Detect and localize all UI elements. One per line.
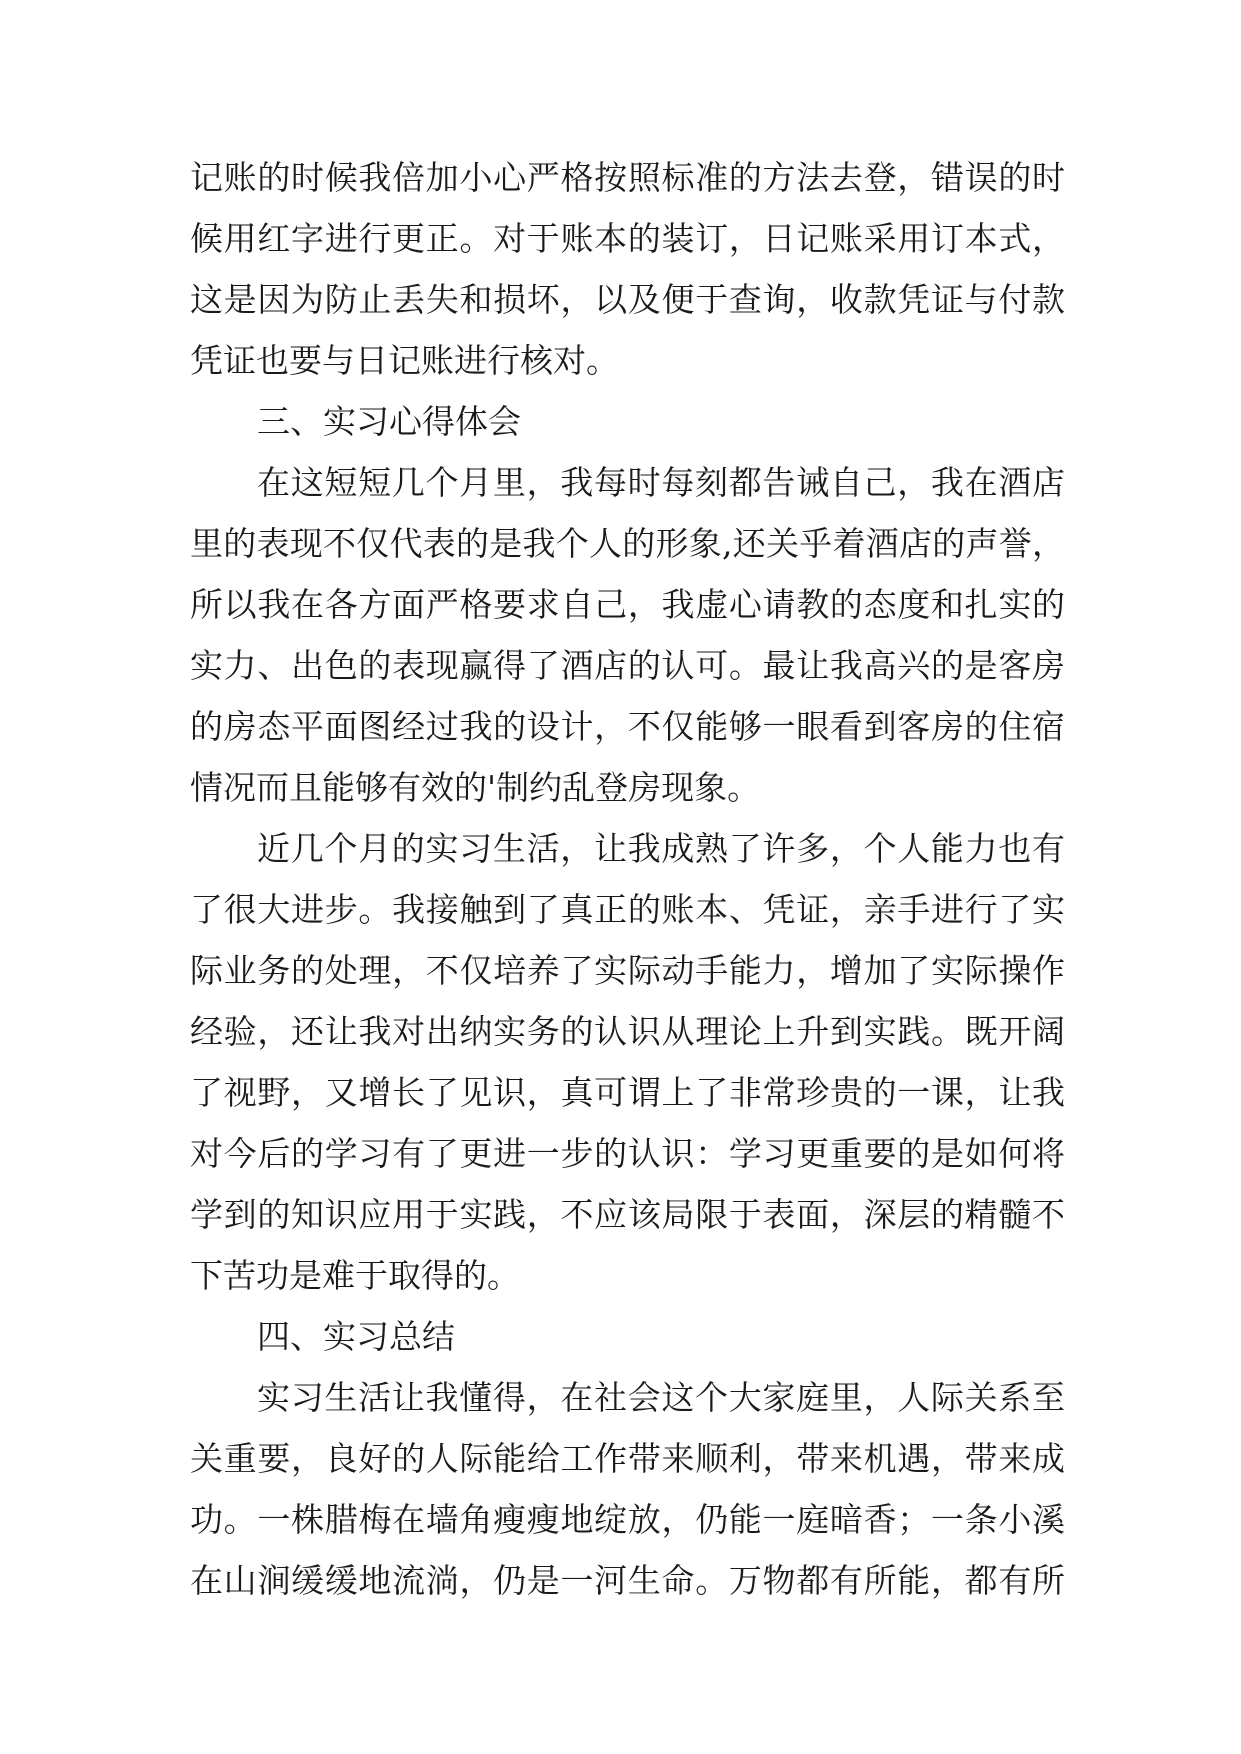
paragraph-line: 关重要，良好的人际能给工作带来顺利，带来机遇，带来成 [190,1439,1065,1478]
paragraph-line: 功。一株腊梅在墙角瘦瘦地绽放，仍能一庭暗香；一条小溪 [190,1500,1065,1539]
paragraph-line: 对今后的学习有了更进一步的认识：学习更重要的是如何将 [190,1134,1065,1173]
paragraph-line: 这是因为防止丢失和损坏，以及便于查询，收款凭证与付款 [190,280,1065,319]
paragraph-line: 所以我在各方面严格要求自己，我虚心请教的态度和扎实的 [190,585,1065,624]
paragraph-line: 的房态平面图经过我的设计，不仅能够一眼看到客房的住宿 [190,707,1065,746]
paragraph-line: 经验，还让我对出纳实务的认识从理论上升到实践。既开阔 [190,1012,1065,1051]
section-heading: 四、实习总结 [257,1317,455,1356]
paragraph-line: 近几个月的实习生活，让我成熟了许多，个人能力也有 [257,829,1065,868]
paragraph-line: 实力、出色的表现赢得了酒店的认可。最让我高兴的是客房 [190,646,1065,685]
paragraph-line: 了视野，又增长了见识，真可谓上了非常珍贵的一课，让我 [190,1073,1065,1112]
paragraph-line: 学到的知识应用于实践，不应该局限于表面，深层的精髓不 [190,1195,1065,1234]
section-heading: 三、实习心得体会 [257,402,521,441]
paragraph-line: 在山涧缓缓地流淌，仍是一河生命。万物都有所能，都有所 [190,1561,1065,1600]
paragraph-line: 下苦功是难于取得的。 [190,1256,520,1295]
paragraph-line: 候用红字进行更正。对于账本的装订，日记账采用订本式， [190,219,1065,258]
paragraph-line: 凭证也要与日记账进行核对。 [190,341,619,380]
paragraph-line: 在这短短几个月里，我每时每刻都告诫自己，我在酒店 [257,463,1065,502]
paragraph-line: 里的表现不仅代表的是我个人的形象,还关乎着酒店的声誉， [190,524,1065,563]
paragraph-line: 了很大进步。我接触到了真正的账本、凭证，亲手进行了实 [190,890,1065,929]
paragraph-line: 情况而且能够有效的'制约乱登房现象。 [190,768,761,807]
paragraph-line: 际业务的处理，不仅培养了实际动手能力，增加了实际操作 [190,951,1065,990]
paragraph-line: 实习生活让我懂得，在社会这个大家庭里，人际关系至 [257,1378,1065,1417]
paragraph-line: 记账的时候我倍加小心严格按照标准的方法去登，错误的时 [190,158,1065,197]
